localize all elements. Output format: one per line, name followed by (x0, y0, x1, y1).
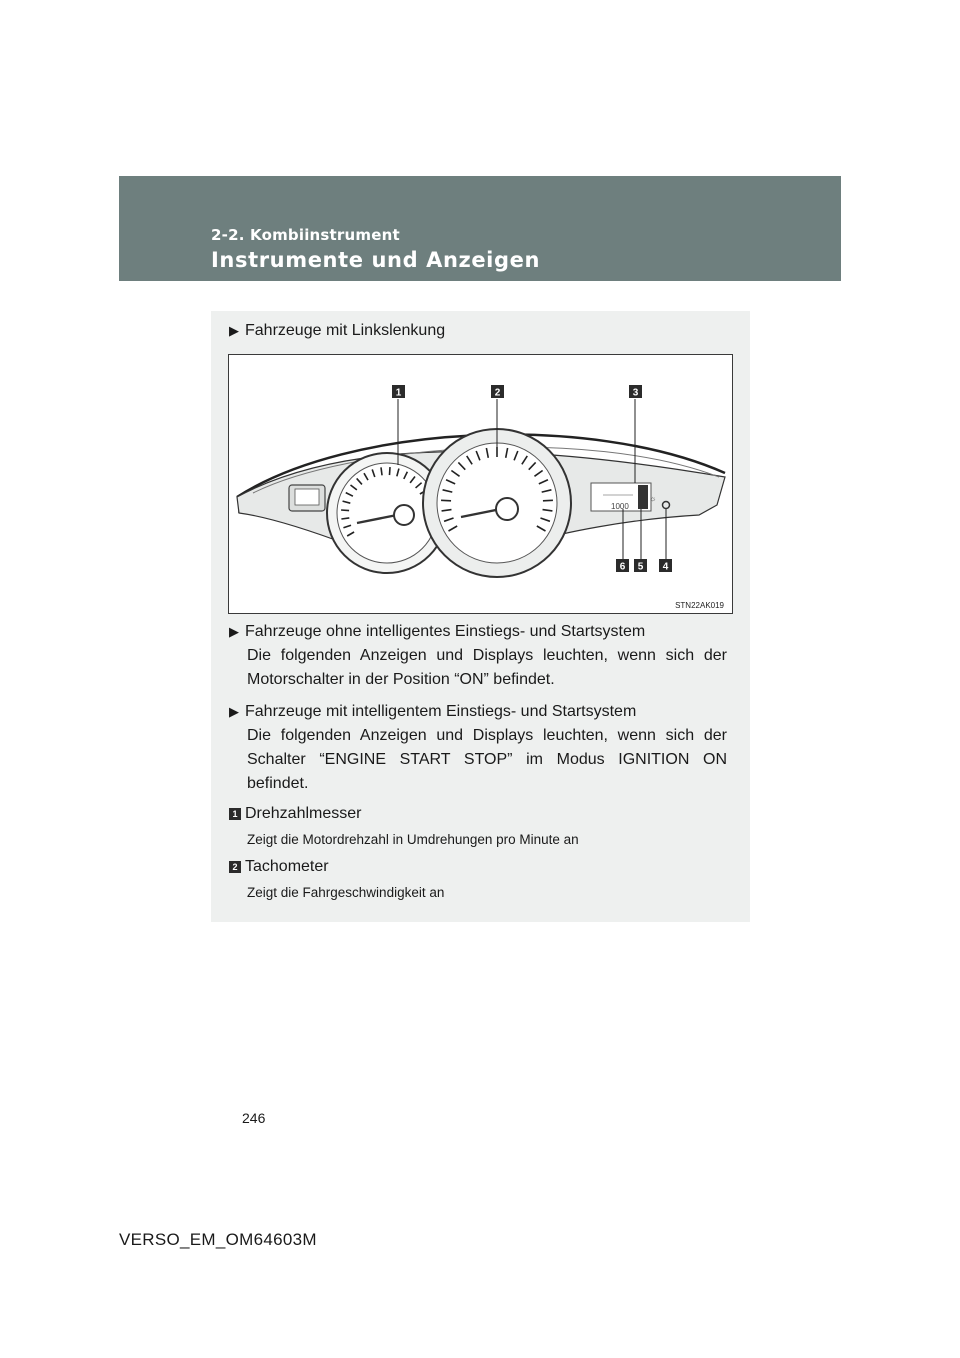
odometer-reading: 1000 (611, 502, 629, 511)
content-panel (211, 311, 750, 922)
gauge-tick (341, 510, 349, 511)
section-header (119, 176, 841, 281)
callout-1 (392, 385, 405, 399)
callout-2 (491, 385, 504, 399)
item-number-badge: 2 (229, 861, 241, 873)
svg-text:4: 4 (662, 561, 669, 573)
callout-3 (629, 385, 642, 399)
gauge-tick (381, 467, 382, 475)
page-title: Instrumente und Anzeigen (211, 248, 541, 272)
callout-5 (634, 559, 647, 573)
svg-text:☼: ☼ (649, 494, 657, 503)
callout-4 (659, 559, 672, 573)
item-title-2: 2 Tachometer (229, 856, 329, 878)
svg-text:6: 6 (619, 561, 626, 573)
item-title-1: 1 Drehzahlmesser (229, 803, 361, 825)
callout-6 (616, 559, 629, 573)
section-label: 2-2. Kombiinstrument (211, 226, 400, 244)
triangle-bullet-icon: ▶ (229, 624, 239, 639)
paragraph-no-smart: Die folgenden Anzeigen und Displays leuchten, wenn sich der Motorschalter in der Position “ON” befindet. (247, 647, 727, 688)
svg-text:1: 1 (395, 387, 402, 399)
gauge-tick (341, 518, 349, 519)
instrument-cluster-figure (228, 354, 733, 614)
svg-text:3: 3 (632, 387, 639, 399)
item-desc-1: Zeigt die Motordrehzahl in Umdrehungen pro Minute an (247, 832, 579, 847)
figure-code: STN22AK019 (675, 601, 724, 610)
variant-heading-lhd: ▶ Fahrzeuge mit Linkslenkung (229, 319, 445, 343)
page-number: 246 (242, 1110, 266, 1126)
item-desc-2: Zeigt die Fahrgeschwindigkeit an (247, 885, 445, 900)
item-number-badge: 1 (229, 808, 241, 820)
instrument-cluster-drawing (229, 355, 732, 613)
gauge-tick (389, 467, 390, 475)
triangle-bullet-icon: ▶ (229, 704, 239, 719)
paragraph-smart: Die folgenden Anzeigen und Displays leuchten, wenn sich der Schalter “ENGINE START STOP” im Modus IGNITION ON befindet. (247, 727, 727, 792)
variant-heading-no-smart: ▶ Fahrzeuge ohne intelligentes Einstiegs- und Startsystem (229, 620, 645, 644)
svg-text:5: 5 (637, 561, 644, 573)
svg-text:2: 2 (494, 387, 501, 399)
triangle-bullet-icon: ▶ (229, 323, 239, 338)
variant-heading-smart: ▶ Fahrzeuge mit intelligentem Einstiegs- und Startsystem (229, 700, 636, 724)
document-code: VERSO_EM_OM64603M (119, 1230, 317, 1249)
